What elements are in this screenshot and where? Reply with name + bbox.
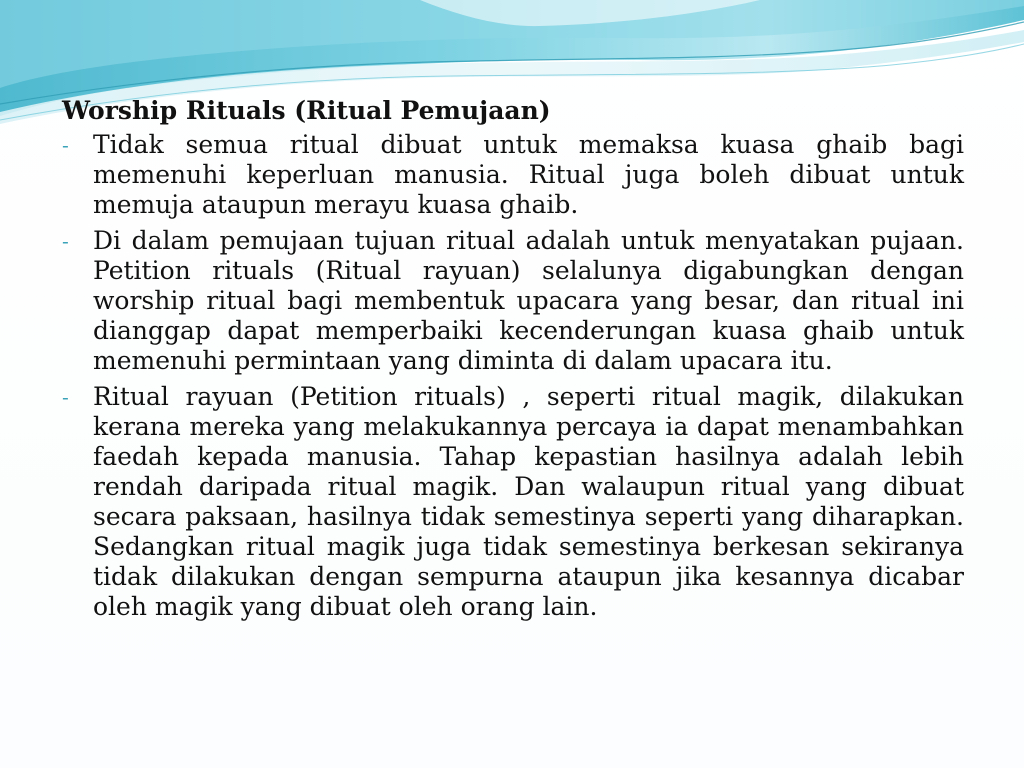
dash-bullet-icon: - <box>62 229 69 253</box>
bullet-text: Ritual rayuan (Petition rituals) , seperti ritual magik, dilakukan kerana mereka yang melakukannya percaya ia dapat menambahkan faedah kepada manusia. Tahap kepastian hasilnya adalah lebih rendah daripada ritual magik. Dan walaupun ritual yang dibuat secara paksaan, hasilnya tidak semestinya seperti yang diharapkan. Sedangkan ritual magik juga tidak semestinya berkesan sekiranya tidak dilakukan dengan sempurna ataupun jika kesannya dicabar oleh magik yang dibuat oleh orang lain. <box>93 382 964 621</box>
dash-bullet-icon: - <box>62 133 69 157</box>
bullet-text: Di dalam pemujaan tujuan ritual adalah untuk menyatakan pujaan. Petition rituals (Ritual rayuan) selalunya digabungkan dengan worship ritual bagi membentuk upacara yang besar, dan ritual ini dianggap dapat memperbaiki kecenderungan kuasa ghaib untuk memenuhi permintaan yang diminta di dalam upacara itu. <box>93 226 964 375</box>
bullet-item <box>62 226 964 376</box>
bullet-text: Tidak semua ritual dibuat untuk memaksa kuasa ghaib bagi memenuhi keperluan manusia. Ritual juga boleh dibuat untuk memuja ataupun merayu kuasa ghaib. <box>93 130 964 219</box>
bullet-item <box>62 130 964 220</box>
bullet-item <box>62 382 964 622</box>
slide-heading: Worship Rituals (Ritual Pemujaan) <box>62 96 551 125</box>
bullet-list <box>62 130 964 622</box>
slide-content <box>62 94 964 628</box>
dash-bullet-icon: - <box>62 385 69 409</box>
